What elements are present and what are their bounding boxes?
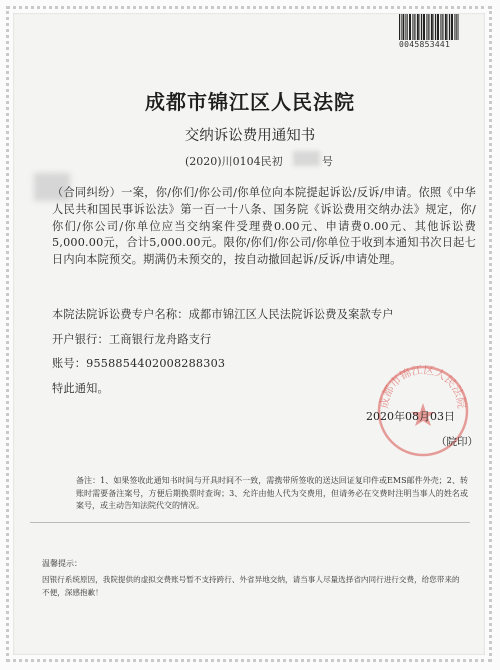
tip-title: 温馨提示： [42,559,82,568]
divider [30,522,470,523]
remarks: 备注：1、如果签收此通知书时间与开具时间不一致，需携带所签收的送达回证复印件或EMS邮件外壳；2、转账时需要备注案号，方便后期换票时查询；3、允许由他人代为交费用，但请务必在交费时注明当事人的姓名或案号，或主动告知法院代交的情况。 [76,476,468,510]
account-number-line: 账号：9558854402008288303 [52,357,226,370]
barcode-number: 0045853441 [399,40,451,49]
document-title: 交纳诉讼费用通知书 [184,128,316,144]
redacted-case-number [293,151,320,166]
issue-date: 2020年08月03日 [366,410,455,423]
svg-text:成都市锦江区人民法院 [377,363,470,409]
case-number-suffix: 号 [322,155,333,168]
closing-line: 特此通知。 [52,382,109,395]
seal-text: 成都市锦江区人民法院 [377,363,469,410]
tip-text: 因银行系统原因，我院提供的虚拟交费账号暂不支持跨行、外省异地交纳，请当事人尽量选择省内同行进行交费，给您带来的不便，深感抱歉！ [42,575,460,597]
barcode [399,14,459,42]
notice-body: （合同纠纷）一案，你/你们/你公司/你单位向本院提起诉讼/反诉/申请。依照《中华人民共和国民事诉讼法》第一百一十八条、国务院《诉讼费用交纳办法》规定，你/你们/你公司/你单位应当交纳案件受理费0.00元、申请费0.00元、其他诉讼费5,000.00元，合计5,000.00元。限你/你们/你公司/你单位于收到本通知书次日起七日内向本院预交。期满仍未预交的，按自动撤回起诉/反诉/申请处理。 [52,186,476,267]
seal-label: （院印） [436,436,478,448]
court-name: 成都市锦江区人民法院 [145,90,355,114]
account-name-line: 本院法院诉讼费专户名称：成都市锦江区人民法院诉讼费及案款专户 [52,308,394,321]
bank-line: 开户银行：工商银行龙舟路支行 [52,333,212,346]
case-number: (2020)川0104民初 [185,155,283,168]
